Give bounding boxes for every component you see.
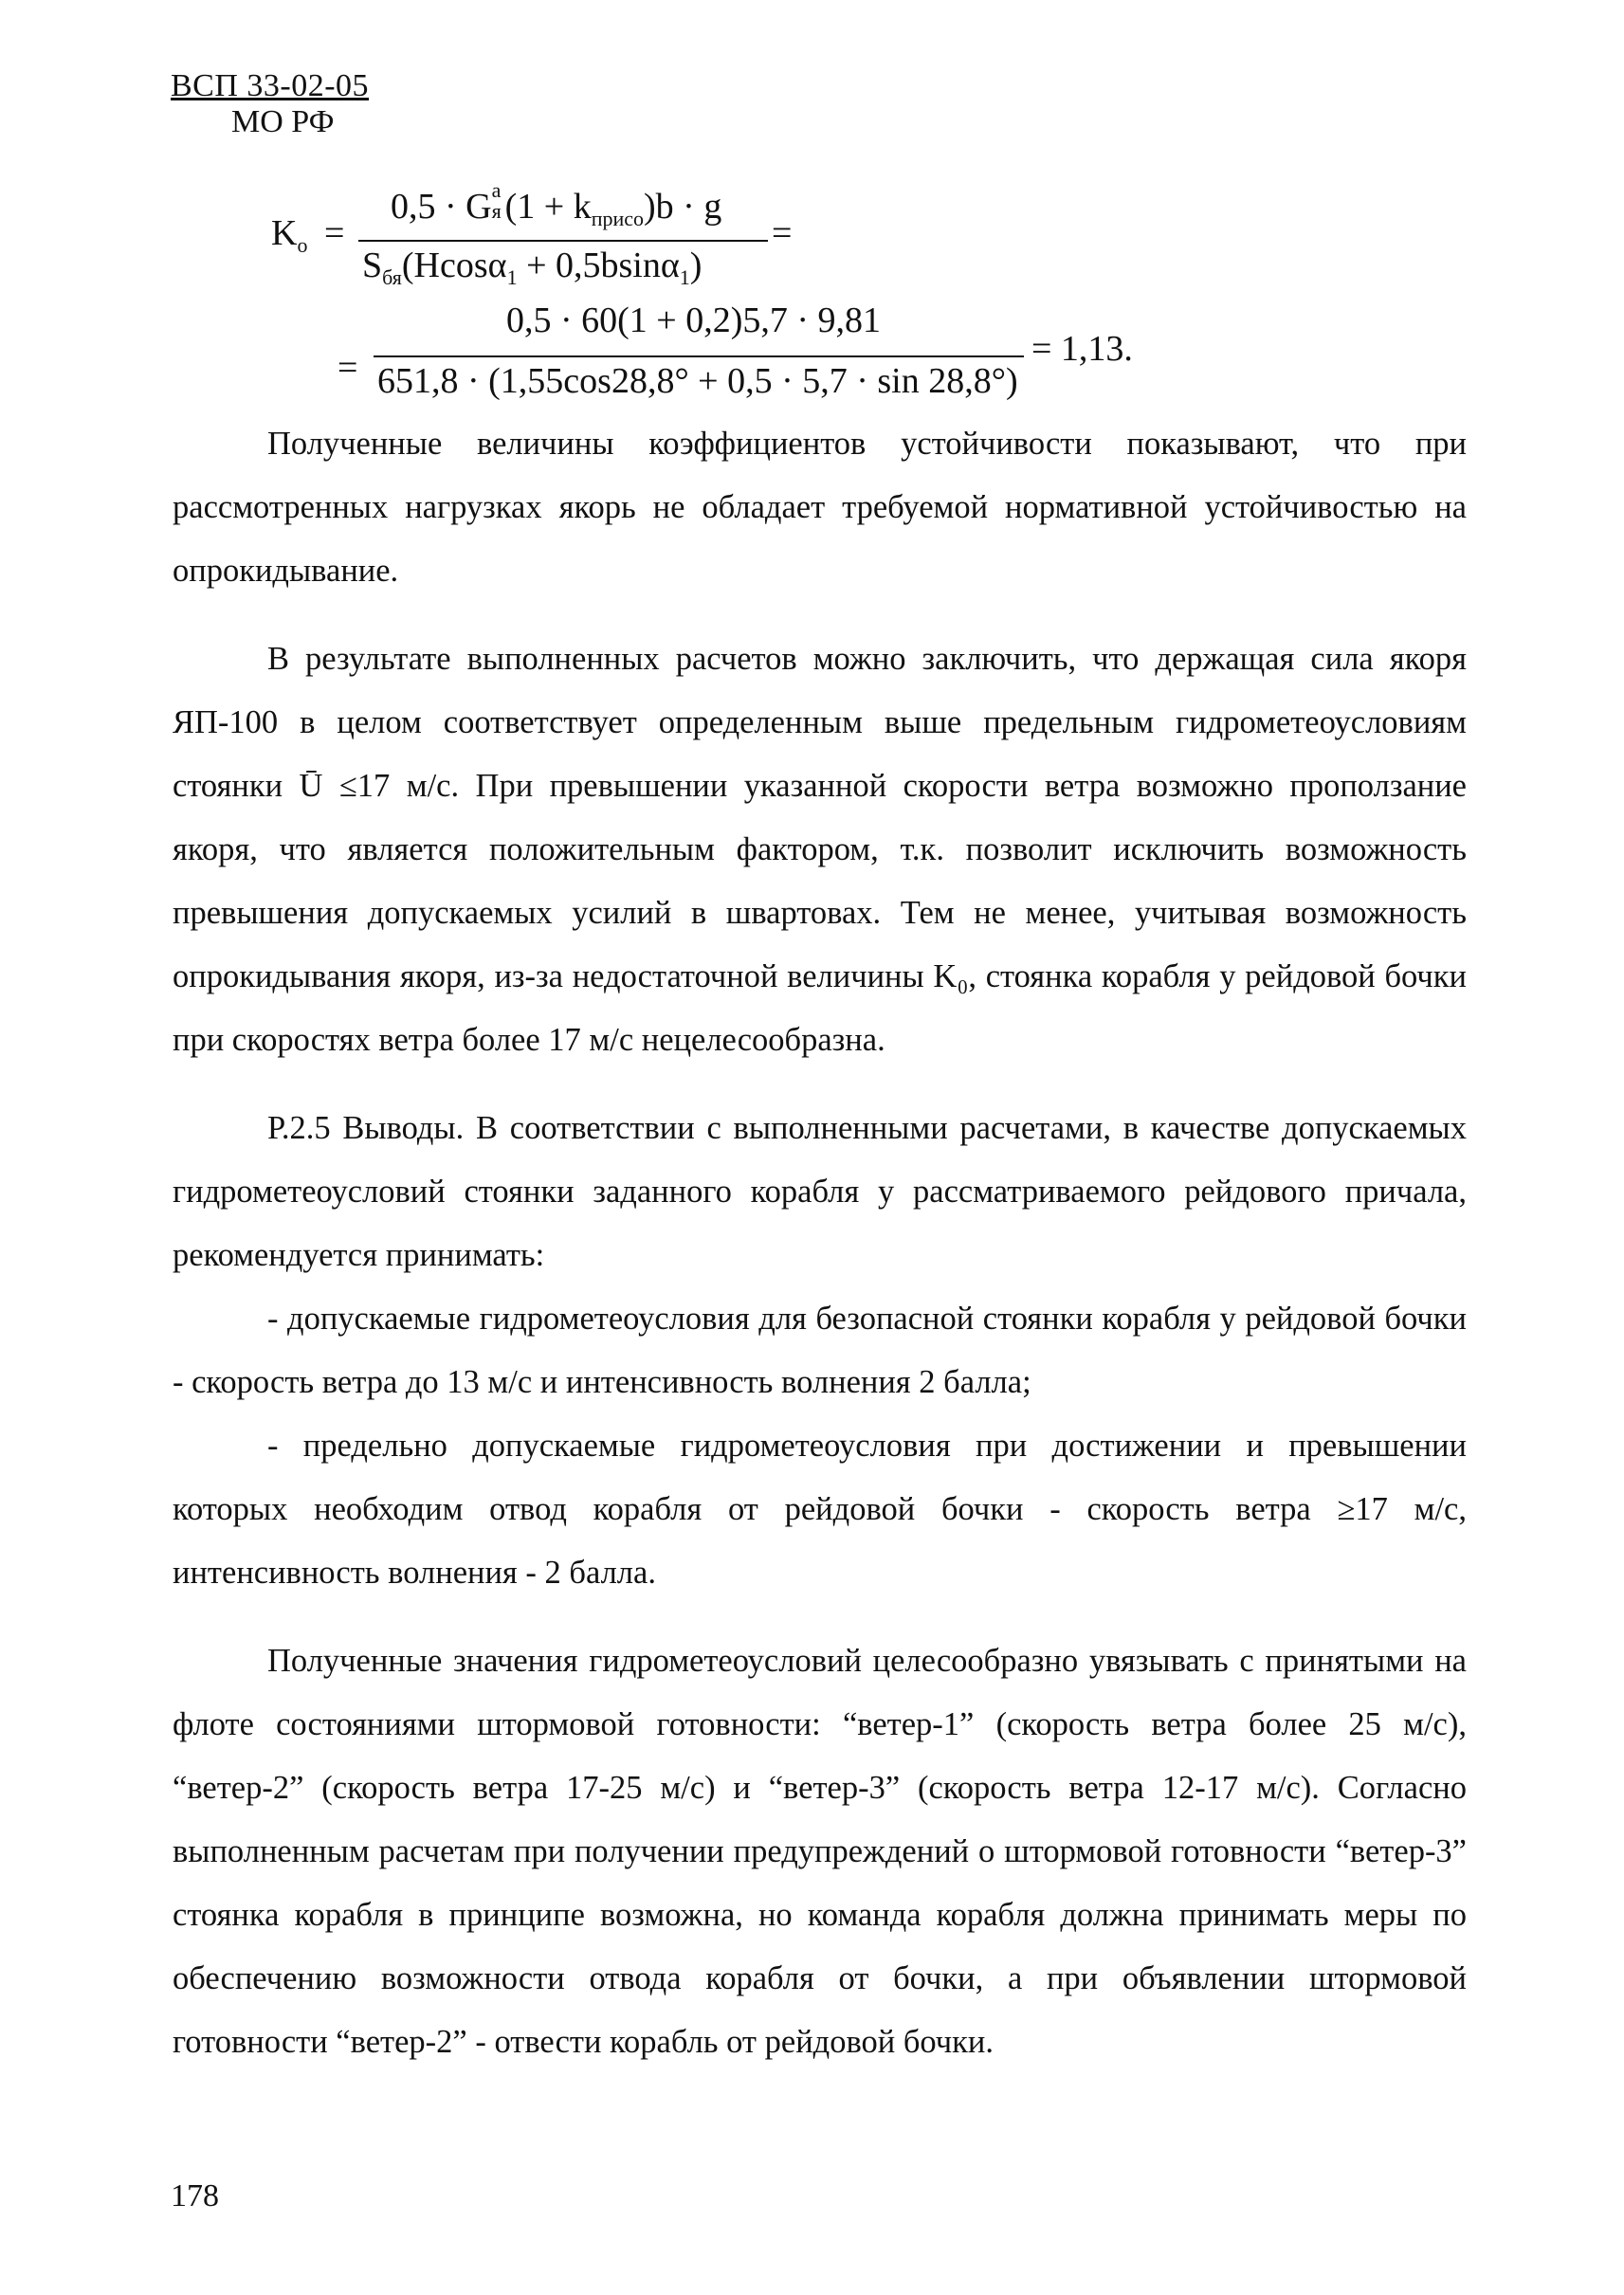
list-item: - допускаемые гидрометеоусловия для безопасной стоянки корабля у рейдовой бочки - скорость ветра до 13 м/с и интенсивность волнения 2 балла;: [173, 1301, 1467, 1400]
fraction-bar-2: [374, 355, 1024, 357]
fraction-bar-1: [358, 240, 768, 242]
paragraph: Полученные величины коэффициентов устойчивости показывают, что при рассмотренных нагрузках якорь не обладает требуемой нормативной устойчивостью на опрокидывание.: [173, 426, 1467, 589]
list-item: - предельно допускаемые гидрометеоусловия при достижении и превышении которых необходим отвод корабля от рейдовой бочки - скорость ветра ≥17 м/с, интенсивность волнения - 2 балла.: [173, 1428, 1467, 1591]
formula-result: = 1,13.: [1031, 329, 1133, 369]
organization: МО РФ: [231, 104, 335, 139]
paragraph: В результате выполненных расчетов можно заключить, что держащая сила якоря ЯП-100 в целом соответствует определенным выше предельным гидрометеоусловиям стоянки Ū ≤17 м/с. При превышении указанной скорости ветра возможно проползание якоря, что является положительным фактором, т.к. позволит исключить возможность превышения допускаемых усилий в швартовах. Тем не менее, учитывая возможность опрокидывания якоря, из-за недостаточной величины K₀, стоянка корабля у рейдовой бочки при скоростях ветра более 17 м/с нецелесообразна.: [173, 641, 1467, 1058]
formula-numerator-2: 0,5 · 60(1 + 0,2)5,7 · 9,81: [506, 301, 882, 340]
page-number: 178: [171, 2178, 219, 2213]
formula-numerator-1: 0,5 · G a я $(1 + k_{присо})b \cdot g$: [391, 178, 722, 230]
formula-denominator-2: 651,8 · (1,55cos28,8° + 0,5 · 5,7 · sin 28,8°): [377, 361, 1018, 401]
formula-equals-2: =: [772, 213, 793, 253]
formula-lhs: $K_о$: [271, 213, 308, 257]
formula-equals-3: =: [338, 348, 358, 388]
body-text: [173, 412, 1467, 2074]
formula-block: [0, 0, 1624, 436]
formula-equals-1: =: [324, 213, 345, 253]
paragraph: Полученные значения гидрометеоусловий целесообразно увязывать с принятыми на флоте состояниями штормовой готовности: “ветер-1” (скорость ветра более 25 м/с), “ветер-2” (скорость ветра 17-25 м/с) и “ветер-3” (скорость ветра 12-17 м/с). Согласно выполненным расчетам при получении предупреждений о штормовой готовности “ветер-3” стоянка корабля в принципе возможна, но команда корабля должна принимать меры по обеспечению возможности отвода корабля от бочки, а при объявлении штормовой готовности “ветер-2” - отвести корабль от рейдовой бочки.: [173, 1643, 1467, 2060]
document-code: ВСП 33-02-05: [171, 68, 370, 103]
formula-denominator-1: $S_{бя}(Hcos\alpha_1 + 0,5bsin\alpha_1)$: [362, 246, 703, 289]
paragraph: Р.2.5 Выводы. В соответствии с выполненными расчетами, в качестве допускаемых гидрометеоусловий стоянки заданного корабля у рассматриваемого рейдового причала, рекомендуется принимать:: [173, 1110, 1467, 1273]
